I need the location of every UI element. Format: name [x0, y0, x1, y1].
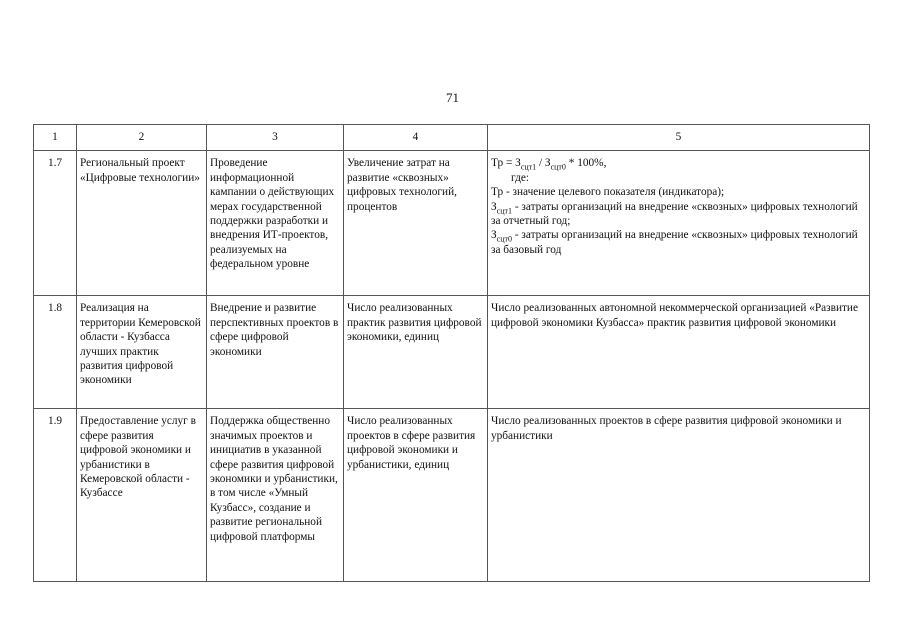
project-name-cell: Региональный проект «Цифровые технологии» [77, 151, 207, 296]
column-header: 5 [488, 125, 870, 151]
formula-line: Тр = $З_{сцт1} / З_{сцт0} * 100\%$, [491, 157, 607, 172]
indicators-table [33, 124, 870, 582]
table-row [34, 296, 870, 409]
row-number: 1.9 [34, 409, 77, 582]
page-number: 71 [446, 90, 459, 105]
formula-z1-definition: $З_{сцт1}$ - затраты организаций на внедрение «сквозных» цифровых технологий за отчетный год; [491, 200, 858, 228]
column-header: 1 [34, 125, 77, 151]
method-cell: Число реализованных автономной некоммерческой организацией «Развитие цифровой экономики Кузбасса» практик развития цифровой экономики [488, 296, 870, 409]
column-header: 2 [77, 125, 207, 151]
row-number: 1.8 [34, 296, 77, 409]
activity-cell: Проведение информационной кампании о действующих мерах государственной поддержки разработки и внедрения ИТ-проектов, реализуемых на федеральном уровне [207, 151, 344, 296]
indicator-cell: Увеличение затрат на развитие «сквозных» цифровых технологий, процентов [344, 151, 488, 296]
method-cell: Число реализованных проектов в сфере развития цифровой экономики и урбанистики [488, 409, 870, 582]
indicator-cell: Число реализованных практик развития цифровой экономики, единиц [344, 296, 488, 409]
activity-cell: Внедрение и развитие перспективных проектов в сфере цифровой экономики [207, 296, 344, 409]
row-number: 1.7 [34, 151, 77, 296]
project-name-cell: Предоставление услуг в сфере развития цифровой экономики и урбанистики в Кемеровской области - Кузбассе [77, 409, 207, 582]
formula-z0-definition: $З_{сцт0}$ - затраты организаций на внедрение «сквозных» цифровых технологий за базовый год [491, 229, 858, 256]
method-cell [488, 151, 870, 296]
table-row [34, 151, 870, 296]
project-name-cell: Реализация на территории Кемеровской области - Кузбасса лучших практик развития цифровой экономики [77, 296, 207, 409]
table-row [34, 409, 870, 582]
formula-tp-definition: Тр - значение целевого показателя (индикатора); [491, 186, 725, 199]
indicator-cell: Число реализованных проектов в сфере развития цифровой экономики и урбанистики, единиц [344, 409, 488, 582]
activity-cell: Поддержка общественно значимых проектов и инициатив в указанной сфере развития цифровой экономики и урбанистики, в том числе «Умный Кузбасс», создание и развитие региональной цифровой платформы [207, 409, 344, 582]
column-header: 3 [207, 125, 344, 151]
column-header: 4 [344, 125, 488, 151]
formula-where: где: [511, 171, 529, 184]
table-header-row [34, 125, 870, 151]
